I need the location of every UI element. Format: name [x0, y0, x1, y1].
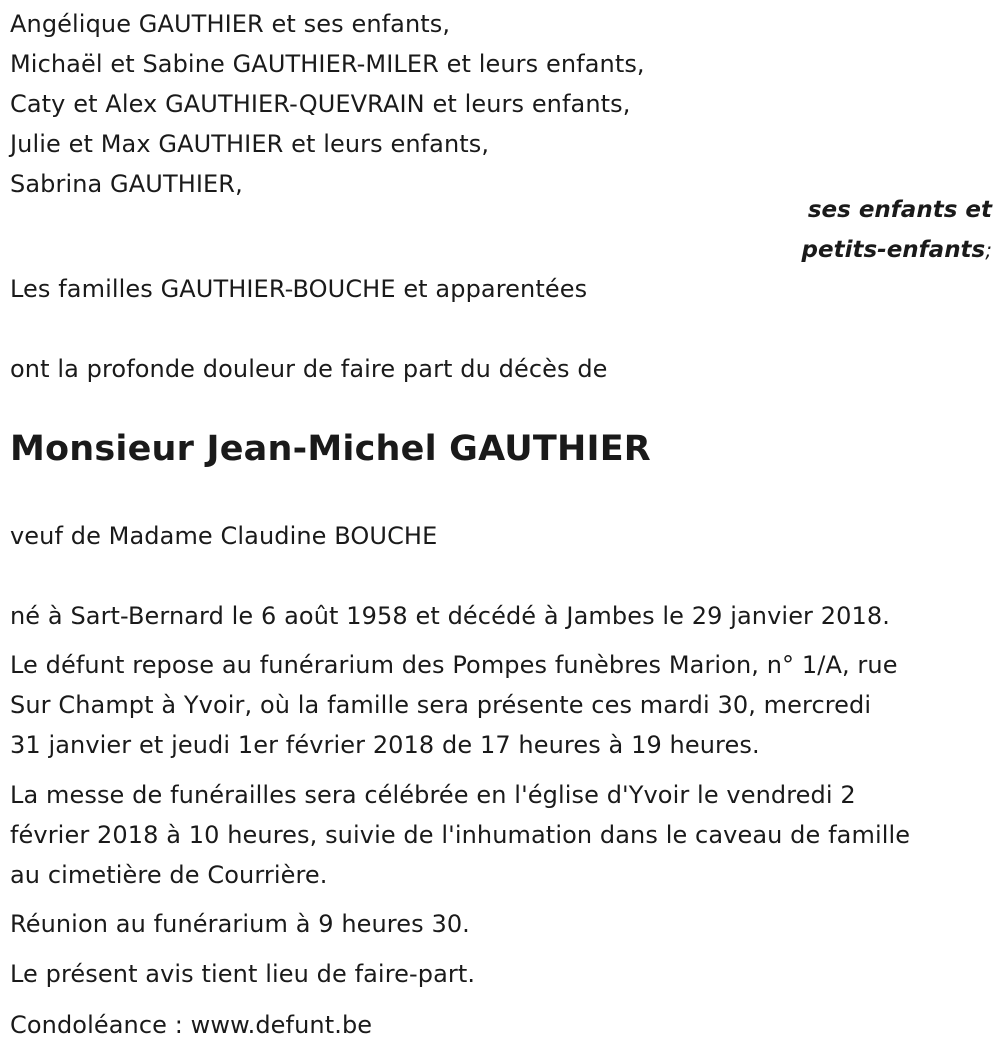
- birth-death-info: né à Sart-Bernard le 6 août 1958 et décédé à Jambes le 29 janvier 2018.: [10, 602, 890, 630]
- mass-line: février 2018 à 10 heures, suivie de l'inhumation dans le caveau de famille: [10, 821, 911, 849]
- mass-line: La messe de funérailles sera célébrée en l'église d'Yvoir le vendredi 2: [10, 781, 856, 809]
- condolence-link: Condoléance : www.defunt.be: [10, 1011, 373, 1039]
- signature-line-1: ses enfants et: [807, 197, 992, 223]
- family-line: Angélique GAUTHIER et ses enfants,: [10, 10, 451, 38]
- extended-family: Les familles GAUTHIER-BOUCHE et apparentées: [10, 275, 588, 303]
- family-line: Michaël et Sabine GAUTHIER-MILER et leurs enfants,: [10, 50, 645, 78]
- family-list: [10, 4, 645, 204]
- family-signature: [802, 190, 992, 270]
- family-line: Julie et Max GAUTHIER et leurs enfants,: [10, 130, 490, 158]
- obituary-notice: [10, 0, 992, 1055]
- meeting-info: Réunion au funérarium à 9 heures 30.: [10, 910, 470, 938]
- viewing-paragraph: [10, 645, 898, 765]
- viewing-line: Le défunt repose au funérarium des Pompes funèbres Marion, n° 1/A, rue: [10, 651, 898, 679]
- mass-line: au cimetière de Courrière.: [10, 861, 328, 889]
- family-line: Sabrina GAUTHIER,: [10, 170, 243, 198]
- notice-text: Le présent avis tient lieu de faire-part.: [10, 960, 476, 988]
- family-line: Caty et Alex GAUTHIER-QUEVRAIN et leurs enfants,: [10, 90, 631, 118]
- announcement-text: ont la profonde douleur de faire part du décès de: [10, 355, 608, 383]
- signature-punctuation: ;: [985, 238, 992, 262]
- deceased-name: Monsieur Jean-Michel GAUTHIER: [10, 429, 651, 469]
- viewing-line: 31 janvier et jeudi 1er février 2018 de 17 heures à 19 heures.: [10, 731, 760, 759]
- viewing-line: Sur Champt à Yvoir, où la famille sera présente ces mardi 30, mercredi: [10, 691, 872, 719]
- signature-line-2: petits-enfants: [801, 237, 986, 263]
- widow-of: veuf de Madame Claudine BOUCHE: [10, 522, 438, 550]
- mass-paragraph: [10, 775, 910, 895]
